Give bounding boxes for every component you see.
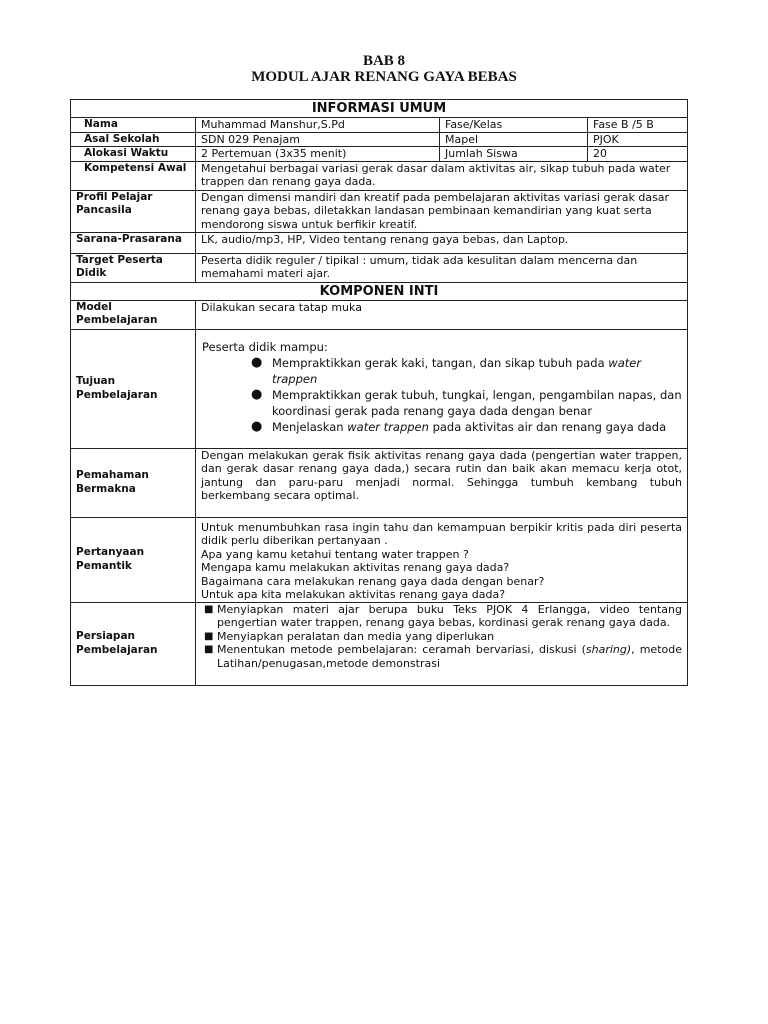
pemahaman-label: Pemahaman Bermakna — [71, 448, 196, 517]
square-bullet-icon: ■ — [204, 603, 214, 615]
tujuan-label: Tujuan Pembelajaran — [71, 329, 196, 448]
section-informasi-umum: INFORMASI UMUM — [71, 100, 688, 118]
pertanyaan-line: Apa yang kamu ketahui tentang water trappen ? — [201, 547, 469, 561]
item-text: Mempraktikkan gerak tubuh, tungkai, lengan, pengambilan napas, dan koordinasi gerak pada renang gaya dada dengan benar — [272, 387, 682, 418]
sekolah-label: Asal Sekolah — [71, 132, 196, 147]
model-label: Model Pembelajaran — [71, 300, 196, 329]
mapel-value: PJOK — [588, 132, 688, 147]
pertanyaan-line: Untuk menumbuhkan rasa ingin tahu dan kemampuan berpikir kritis pada diri peserta didik perlu diberikan pertanyaan . — [201, 520, 682, 547]
sarana-value: LK, audio/mp3, HP, Video tentang renang gaya bebas, dan Laptop. — [196, 232, 688, 253]
persiapan-content — [196, 602, 688, 685]
module-table — [70, 99, 688, 686]
sekolah-value: SDN 029 Penajam — [196, 132, 440, 147]
nama-label: Nama — [71, 118, 196, 133]
siswa-label: Jumlah Siswa — [440, 147, 588, 162]
tujuan-intro: Peserta didik mampu: — [202, 339, 328, 354]
alokasi-label: Alokasi Waktu — [71, 147, 196, 162]
item-text: Menjelaskan — [272, 419, 348, 434]
item-text: Menentukan metode pembelajaran: ceramah bervariasi, diskusi ( — [217, 643, 586, 656]
pertanyaan-line: Untuk apa kita melakukan aktivitas renang gaya dada? — [201, 588, 506, 601]
kompetensi-value: Mengetahui berbagai variasi gerak dasar dalam aktivitas air, sikap tubuh pada water trappen dan renang gaya dada. — [196, 161, 688, 190]
round-bullet-icon: ● — [251, 354, 263, 370]
item-emphasis: sharing) — [585, 643, 632, 656]
sarana-label: Sarana-Prasarana — [71, 232, 196, 253]
model-value: Dilakukan secara tatap muka — [196, 300, 688, 329]
pertanyaan-line: Mengapa kamu melakukan aktivitas renang gaya dada? — [201, 561, 510, 574]
persiapan-item — [204, 643, 682, 670]
pertanyaan-content — [196, 517, 688, 602]
alokasi-value: 2 Pertemuan (3x35 menit) — [196, 147, 440, 162]
fase-value: Fase B /5 B — [588, 118, 688, 133]
tujuan-list — [202, 355, 687, 435]
item-emphasis: water trappen — [347, 419, 429, 434]
pertanyaan-list — [201, 521, 682, 602]
item-text-tail: pada aktivitas air dan renang gaya dada — [428, 419, 667, 434]
nama-value: Muhammad Manshur,S.Pd — [196, 118, 440, 133]
item-emphasis: water trappen — [272, 355, 642, 386]
persiapan-item — [204, 629, 682, 644]
fase-label: Fase/Kelas — [440, 118, 588, 133]
round-bullet-icon: ● — [251, 418, 263, 434]
tujuan-item — [251, 354, 687, 387]
profil-label: Profil Pelajar Pancasila — [71, 190, 196, 232]
pertanyaan-label: Pertanyaan Pemantik — [71, 517, 196, 602]
target-value: Peserta didik reguler / tipikal : umum, tidak ada kesulitan dalam mencerna dan memahami materi ajar. — [196, 253, 688, 282]
tujuan-item — [251, 418, 687, 435]
item-text: Menyiapkan peralatan dan media yang diperlukan — [217, 629, 495, 643]
mapel-label: Mapel — [440, 132, 588, 147]
pertanyaan-line: Bagaimana cara melakukan renang gaya dada dengan benar? — [201, 574, 545, 588]
persiapan-item — [204, 602, 682, 630]
round-bullet-icon: ● — [251, 386, 263, 402]
item-text-tail: , metode Latihan/penugasan,metode demonstrasi — [217, 643, 682, 670]
kompetensi-label: Kompetensi Awal — [71, 161, 196, 190]
persiapan-list — [201, 603, 682, 671]
target-label: Target Peserta Didik — [71, 253, 196, 282]
chapter-heading: BAB 8 — [362, 53, 406, 69]
profil-value: Dengan dimensi mandiri dan kreatif pada pembelajaran aktivitas variasi gerak dasar renang gaya bebas, diletakkan landasan pembinaan kemandirian yang kuat serta mendorong siswa untuk berfikir kreatif. — [196, 190, 688, 232]
square-bullet-icon: ■ — [204, 644, 214, 655]
item-text: Menyiapkan materi ajar berupa buku Teks PJOK 4 Erlangga, video tentang pengertian water trappen, renang gaya bebas, kordinasi gerak renang gaya dada. — [217, 602, 682, 629]
tujuan-content — [196, 329, 688, 448]
module-title: MODUL AJAR RENANG GAYA BEBAS — [251, 69, 517, 85]
square-bullet-icon: ■ — [204, 630, 214, 642]
tujuan-item — [251, 386, 687, 419]
section-komponen-inti: KOMPONEN INTI — [71, 282, 688, 300]
persiapan-label: Persiapan Pembelajaran — [71, 602, 196, 685]
pemahaman-value: Dengan melakukan gerak fisik aktivitas renang gaya dada (pengertian water trappen, dan gerak dasar renang gaya dada,) secara rutin dan baik akan memacu kerja otot, jantung dan paru-paru menjadi normal. Sehingga tumbuh kembang tubuh berkembang secara optimal. — [196, 448, 688, 517]
item-text: Mempraktikkan gerak kaki, tangan, dan sikap tubuh pada — [272, 355, 609, 370]
siswa-value: 20 — [588, 147, 688, 162]
